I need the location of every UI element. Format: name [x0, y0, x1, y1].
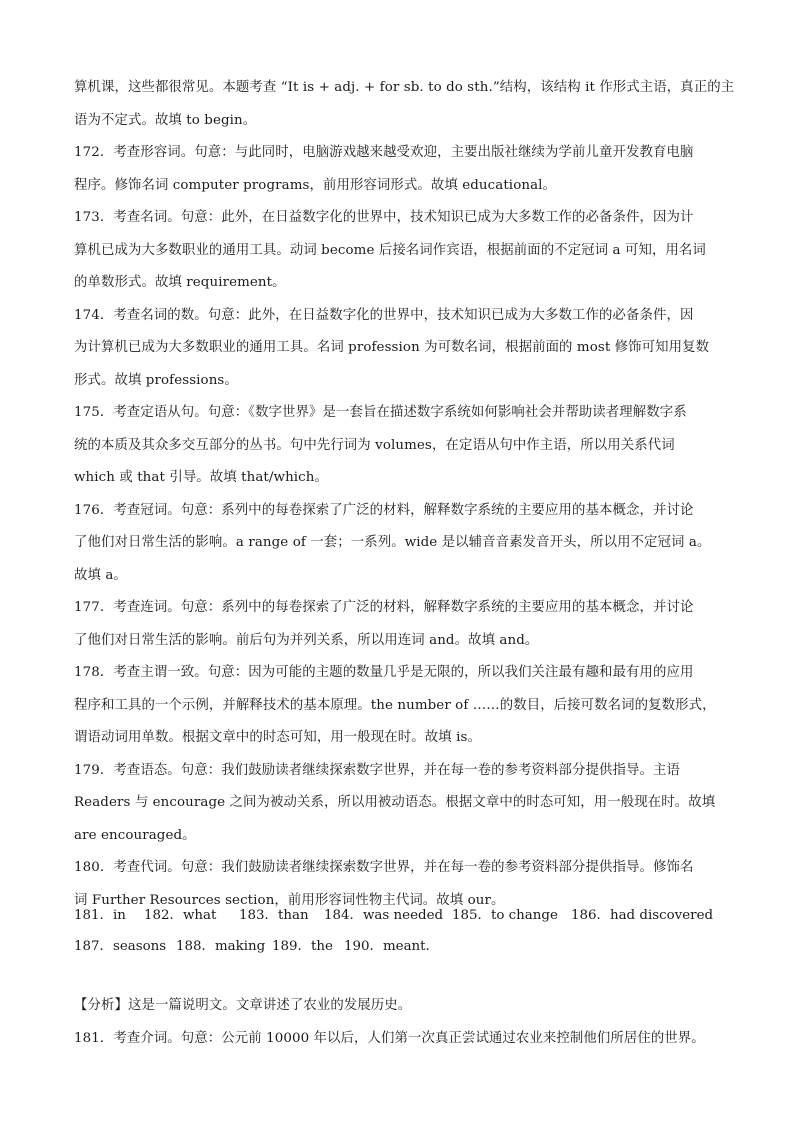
- text-line: 172．考查形容词。句意：与此同时，电脑游戏越来越受欢迎，主要出版社继续为学前儿童开发教育电脑: [74, 145, 694, 160]
- text-line: which 或 that 引导。故填 that/which。: [74, 470, 328, 485]
- text-line: 为计算机已成为大多数职业的通用工具。名词 profession 为可数名词，根据前面的 most 修饰可知用复数: [74, 340, 710, 355]
- text-line: 算机已成为大多数职业的通用工具。动词 become 后接名词作宾语，根据前面的不定冠词 a 可知，用名词: [74, 242, 706, 258]
- text-line: 174．考查名词的数。句意：此外，在日益数字化的世界中，技术知识已成为大多数工作的必备条件，因: [74, 307, 694, 323]
- text-line: 故填 a。: [74, 567, 127, 583]
- text-line: Readers 与 encourage 之间为被动关系，所以用被动语态。根据文章中的时态可知，用一般现在时。故填: [74, 795, 716, 810]
- answer-item: 188．making: [176, 939, 266, 954]
- answer-item: 183．than: [239, 908, 309, 923]
- answer-item: 187．seasons: [74, 939, 167, 954]
- text-line: 算机课，这些都很常见。本题考查 “It is + adj. + for sb. to do sth.”结构，该结构 it 作形式主语，真正的主: [74, 80, 735, 95]
- text-line: are encouraged。: [74, 827, 196, 843]
- text-line: 177．考查连词。句意：系列中的每卷探索了广泛的材料，解释数字系统的主要应用的基本概念，并讨论: [74, 600, 694, 615]
- text-line: 谓语动词用单数。根据文章中的时态可知，用一般现在时。故填 is。: [74, 730, 481, 745]
- answer-item: 189．the: [272, 939, 333, 954]
- explanation-block-171-180: [74, 72, 735, 917]
- text-line: 181．考查介词。句意：公元前 10000 年以后，人们第一次真正尝试通过农业来控制他们所居住的世界。: [74, 1030, 705, 1046]
- text-line: 176．考查冠词。句意：系列中的每卷探索了广泛的材料，解释数字系统的主要应用的基本概念，并讨论: [74, 502, 694, 518]
- text-line: 程序。修饰名词 computer programs，前用形容词形式。故填 educational。: [74, 177, 557, 193]
- text-line: 统的本质及其众多交互部分的丛书。句中先行词为 volumes，在定语从句中作主语，所以用关系代词: [74, 437, 675, 453]
- answer-row: [74, 931, 734, 962]
- text-line: 179．考查语态。句意：我们鼓励读者继续探索数字世界，并在每一卷的参考资料部分提供指导。主语: [74, 762, 680, 778]
- text-line: 语为不定式。故填 to begin。: [74, 112, 257, 128]
- text-line: 173．考查名词。句意：此外，在日益数字化的世界中，技术知识已成为大多数工作的必备条件，因为计: [74, 210, 694, 225]
- text-line: 175．考查定语从句。句意：《数字世界》是一套旨在描述数字系统如何影响社会并帮助读者理解数字系: [74, 405, 687, 420]
- text-line: 178．考查主谓一致。句意：因为可能的主题的数量几乎是无限的，所以我们关注最有趣和最有用的应用: [74, 665, 694, 680]
- text-line: 的单数形式。故填 requirement。: [74, 275, 286, 290]
- answer-item: 185．to change: [452, 908, 558, 923]
- text-line: 程序和工具的一个示例，并解释技术的基本原理。the number of ……的数目，后接可数名词的复数形式，: [74, 697, 716, 713]
- text-line: 词 Further Resources section，前用形容词性物主代词。故填 our。: [74, 892, 505, 908]
- answer-row: [74, 900, 734, 931]
- answer-key: [74, 900, 734, 962]
- analysis-block-181: [74, 990, 728, 1055]
- answer-item: 181．in: [74, 908, 126, 923]
- text-line: 180．考查代词。句意：我们鼓励读者继续探索数字世界，并在每一卷的参考资料部分提供指导。修饰名: [74, 860, 694, 875]
- text-line: 形式。故填 professions。: [74, 372, 238, 388]
- answer-item: 186．had discovered: [571, 908, 714, 923]
- text-line: 了他们对日常生活的影响。a range of 一套；一系列。wide 是以辅音音素发音开头，所以用不定冠词 a。: [74, 535, 711, 550]
- answer-item: 190．meant.: [344, 939, 430, 954]
- analysis-line: 【分析】这是一篇说明文。文章讲述了农业的发展历史。: [74, 998, 412, 1013]
- text-line: 了他们对日常生活的影响。前后句为并列关系，所以用连词 and。故填 and。: [74, 632, 539, 648]
- answer-item: 184．was needed: [324, 908, 444, 923]
- answer-item: 182．what: [144, 908, 217, 923]
